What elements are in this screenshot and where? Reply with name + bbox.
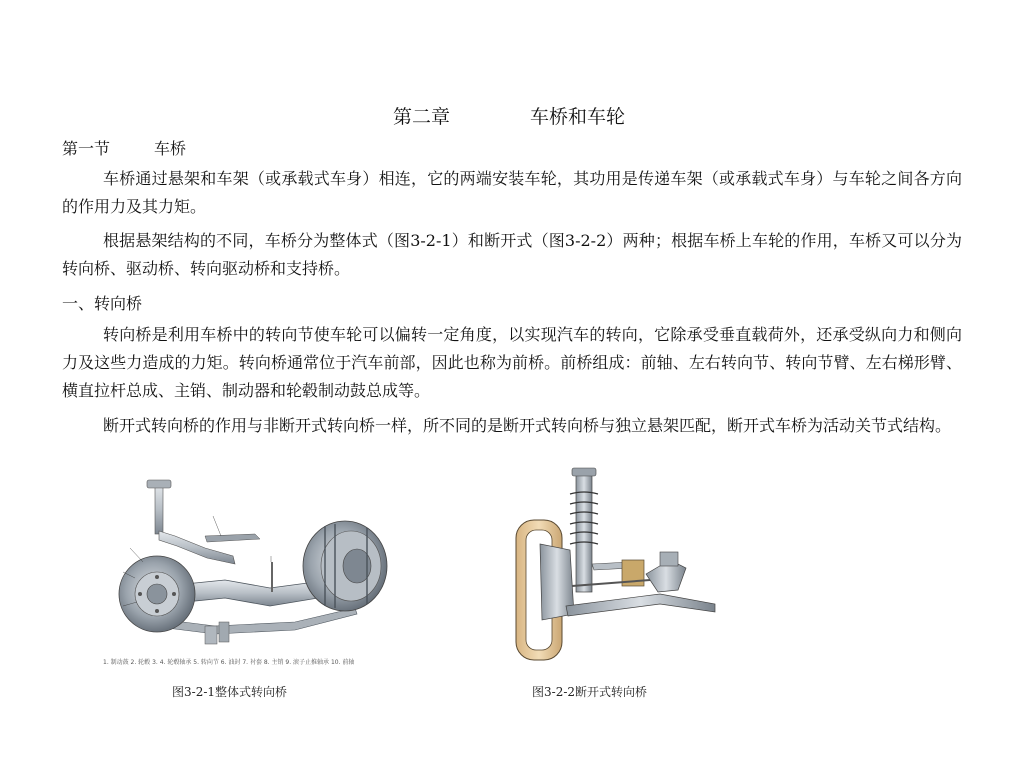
paragraph-steering-axle: 转向桥是利用车桥中的转向节使车轮可以偏转一定角度，以实现汽车的转向，它除承受垂直载荷外，还承受纵向力和侧向力及这些力造成的力矩。转向桥通常位于汽车前部，因此也称为前桥。前桥组成：前轴、左右转向节、转向节臂、左右梯形臂、横直拉杆总成、主销、制动器和轮毂制动鼓总成等。 [62, 325, 962, 400]
figure-split-steering-axle [510, 464, 725, 669]
chapter-title [0, 100, 1024, 130]
section-number: 第一节 [62, 139, 111, 158]
figure-integral-steering-axle [95, 476, 400, 676]
section-heading [62, 136, 186, 160]
chapter-number: 第二章 [393, 106, 451, 128]
figure1-legend: 1. 制动鼓 2. 轮毂 3. 4. 轮毂轴承 5. 转向节 6. 油封 7. 衬套 8. 主销 9. 滚子止推轴承 10. 前轴 [103, 659, 355, 666]
paragraph-split-axle: 断开式转向桥的作用与非断开式转向桥一样，所不同的是断开式转向桥与独立悬架匹配，断开式车桥为活动关节式结构。 [103, 416, 952, 435]
paragraph-intro: 车桥通过悬架和车架（或承载式车身）相连，它的两端安装车轮，其功用是传递车架（或承载式车身）与车轮之间各方向的作用力及其力矩。 [62, 169, 962, 216]
integral-axle-illustration [95, 476, 400, 676]
chapter-name: 车桥和车轮 [530, 106, 626, 128]
section-name: 车桥 [154, 139, 187, 158]
figure2-caption: 图3-2-2断开式转向桥 [532, 685, 648, 699]
paragraph-types: 根据悬架结构的不同，车桥分为整体式（图3-2-1）和断开式（图3-2-2）两种；根据车桥上车轮的作用，车桥又可以分为转向桥、驱动桥、转向驱动桥和支持桥。 [62, 231, 962, 278]
subheading-steering-axle: 一、转向桥 [62, 294, 143, 313]
figure1-caption: 图3-2-1整体式转向桥 [172, 685, 288, 699]
split-axle-illustration [510, 464, 725, 669]
